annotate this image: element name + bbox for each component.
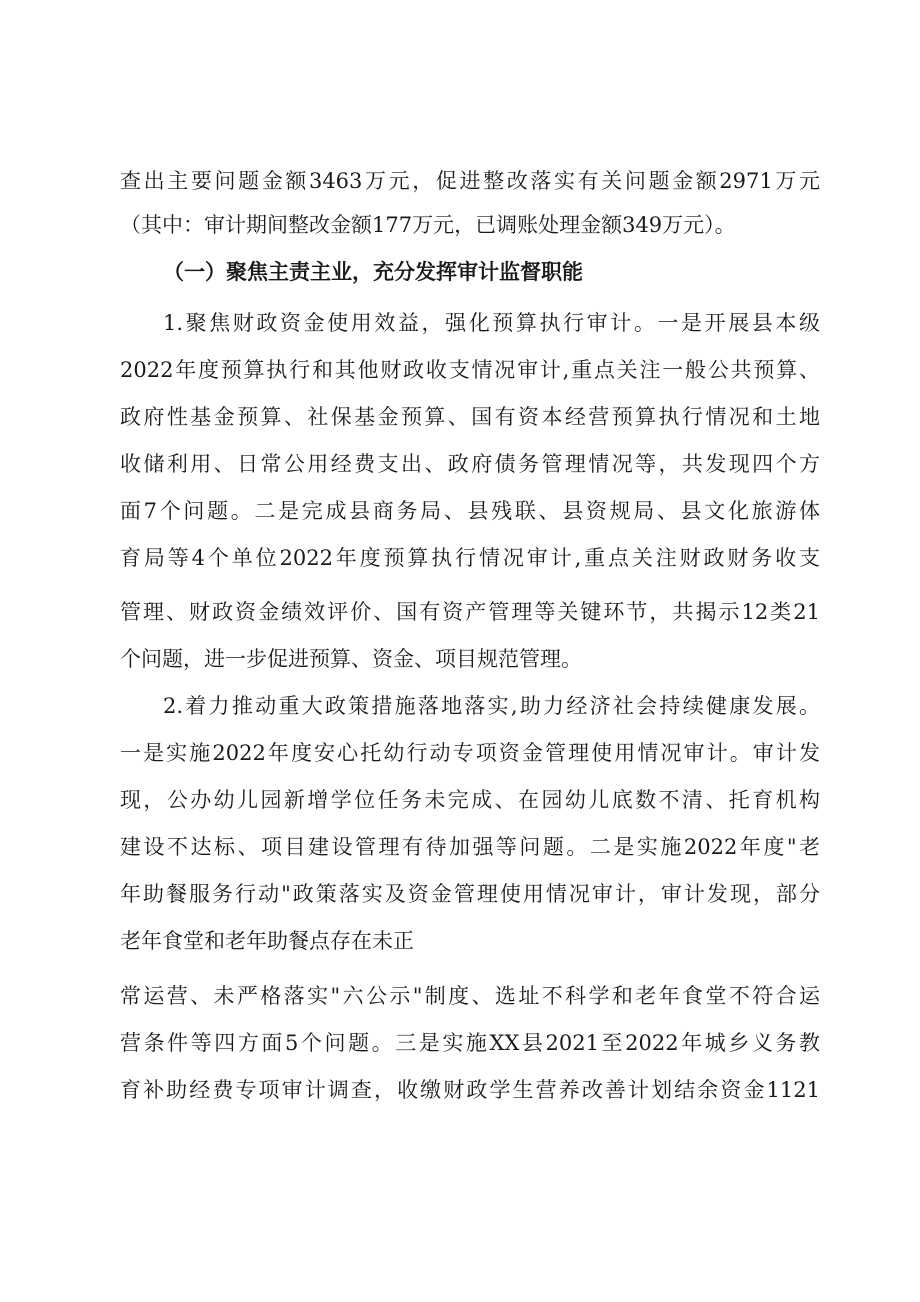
paragraph-line: 1.聚焦财政资金使用效益，强化预算执行审计。一是开展县本级 — [163, 311, 820, 335]
paragraph-line: 2022年度预算执行和其他财政收支情况审计,重点关注一般公共预算、 — [120, 358, 820, 382]
section-heading: （一）聚焦主责主业，充分发挥审计监督职能 — [163, 260, 583, 284]
paragraph-line: 常运营、未严格落实"六公示"制度、选址不科学和老年食堂不符合运 — [120, 984, 820, 1008]
paragraph-line: 2.着力推动重大政策措施落地落实,助力经济社会持续健康发展。 — [163, 694, 820, 718]
paragraph-line: （其中：审计期间整改金额177万元，已调账处理金额349万元）。 — [120, 213, 736, 237]
paragraph-line: 育补助经费专项审计调查，收缴财政学生营养改善计划结余资金1121 — [120, 1078, 820, 1102]
paragraph-line: 现，公办幼儿园新增学位任务未完成、在园幼儿底数不清、托育机构 — [120, 788, 820, 812]
paragraph-line: 收储利用、日常公用经费支出、政府债务管理情况等，共发现四个方 — [120, 452, 820, 476]
paragraph-line: 育局等4个单位2022年度预算执行情况审计,重点关注财政财务收支 — [120, 546, 820, 570]
paragraph-line: 管理、财政资金绩效评价、国有资产管理等关键环节，共揭示12类21 — [120, 600, 820, 624]
paragraph-line: 营条件等四方面5个问题。三是实施XX县2021至2022年城乡义务教 — [120, 1031, 820, 1055]
paragraph-line: 老年食堂和老年助餐点存在未正 — [120, 929, 414, 953]
paragraph-line: 面7个问题。二是完成县商务局、县残联、县资规局、县文化旅游体 — [120, 499, 820, 523]
paragraph-line: 年助餐服务行动"政策落实及资金管理使用情况审计，审计发现，部分 — [120, 882, 820, 906]
paragraph-line: 建设不达标、项目建设管理有待加强等问题。二是实施2022年度"老 — [120, 835, 820, 859]
paragraph-line: 个问题，进一步促进预算、资金、项目规范管理。 — [120, 647, 582, 671]
paragraph-line: 一是实施2022年度安心托幼行动专项资金管理使用情况审计。审计发 — [120, 741, 820, 765]
paragraph-line: 查出主要问题金额3463万元，促进整改落实有关问题金额2971万元 — [120, 169, 820, 193]
paragraph-line: 政府性基金预算、社保基金预算、国有资本经营预算执行情况和土地 — [120, 405, 820, 429]
